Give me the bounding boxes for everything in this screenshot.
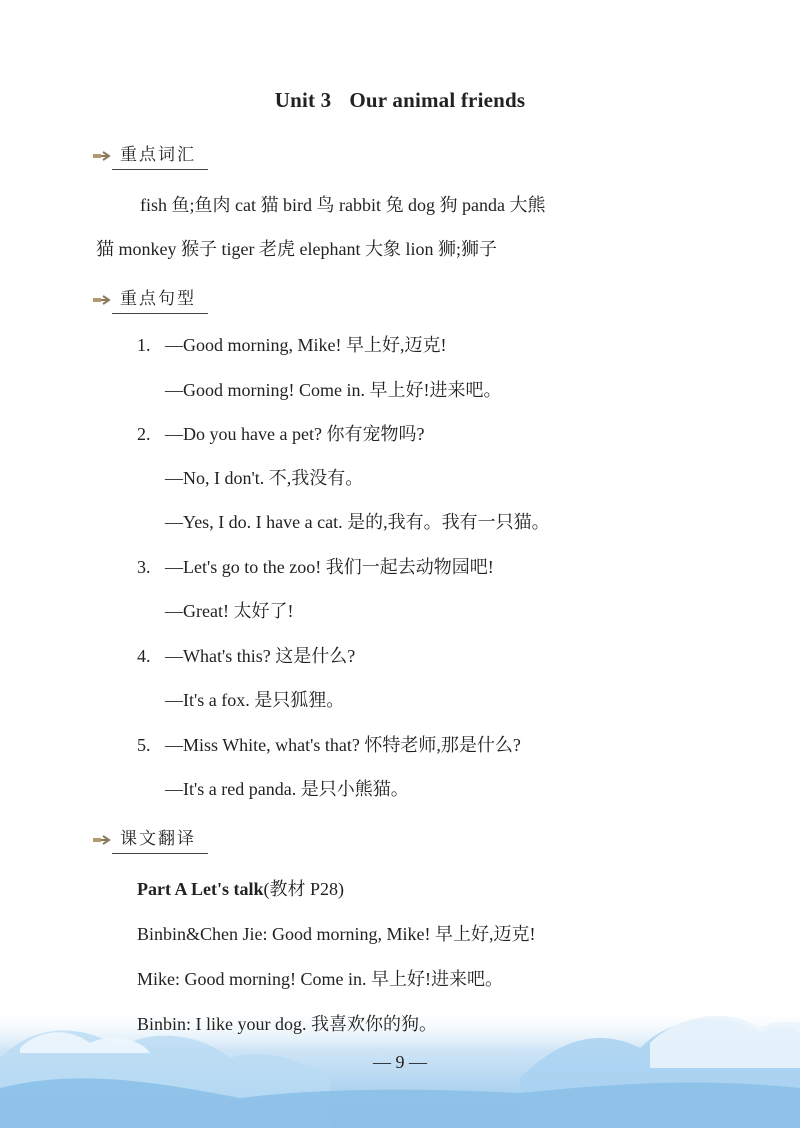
- sentence-5b: —It's a red panda. 是只小熊猫。: [165, 779, 409, 799]
- sentence-2b: —No, I don't. 不,我没有。: [165, 468, 364, 488]
- sentence-3b: —Great! 太好了!: [165, 601, 294, 621]
- textbook-reference: (教材 P28): [263, 879, 344, 899]
- section-underline: [112, 169, 208, 170]
- section-sentences-heading: [92, 290, 208, 314]
- dialogue-line-1: Binbin&Chen Jie: Good morning, Mike! 早上好,迈克!: [137, 924, 536, 944]
- vocab-line-1: fish 鱼;鱼肉 cat 猫 bird 鸟 rabbit 兔 dog 狗 panda 大熊: [140, 195, 546, 215]
- sentence-1b: —Good morning! Come in. 早上好!进来吧。: [165, 380, 502, 400]
- section-translation-label: 课文翻译: [120, 829, 196, 849]
- section-underline: [112, 313, 208, 314]
- sentence-number: 4.: [137, 646, 151, 666]
- section-underline: [112, 853, 208, 854]
- sentence-number: 5.: [137, 735, 151, 755]
- section-vocab-heading: [92, 146, 208, 170]
- sentence-5a: 5. —Miss White, what's that? 怀特老师,那是什么?: [137, 732, 521, 758]
- page-number: — 9 —: [373, 1052, 427, 1072]
- section-vocab-label: 重点词汇: [120, 145, 196, 165]
- sentence-number: 2.: [137, 424, 151, 444]
- unit-number: Unit 3: [274, 88, 332, 112]
- sentence-number: 3.: [137, 557, 151, 577]
- pencil-arrow-icon: [92, 150, 114, 162]
- dialogue-line-3: Binbin: I like your dog. 我喜欢你的狗。: [137, 1014, 437, 1034]
- part-title: Part A Let's talk: [137, 879, 264, 899]
- unit-name: Our animal friends: [349, 88, 526, 112]
- dialogue-line-2: Mike: Good morning! Come in. 早上好!进来吧。: [137, 969, 503, 989]
- sentence-4b: —It's a fox. 是只狐狸。: [165, 690, 345, 710]
- sentence-2c: —Yes, I do. I have a cat. 是的,我有。我有一只猫。: [165, 512, 550, 532]
- sentence-number: 1.: [137, 335, 151, 355]
- section-sentences-label: 重点句型: [120, 289, 196, 309]
- part-heading: [137, 876, 344, 902]
- sentence-3a: 3. —Let's go to the zoo! 我们一起去动物园吧!: [137, 554, 494, 580]
- sentence-2a: 2. —Do you have a pet? 你有宠物吗?: [137, 421, 424, 447]
- pencil-arrow-icon: [92, 294, 114, 306]
- unit-title: [0, 88, 800, 113]
- sentence-1a: 1. —Good morning, Mike! 早上好,迈克!: [137, 332, 446, 358]
- pencil-arrow-icon: [92, 834, 114, 846]
- sentence-4a: 4. —What's this? 这是什么?: [137, 643, 355, 669]
- vocab-line-2: 猫 monkey 猴子 tiger 老虎 elephant 大象 lion 狮;狮子: [96, 239, 497, 259]
- section-translation-heading: [92, 830, 208, 854]
